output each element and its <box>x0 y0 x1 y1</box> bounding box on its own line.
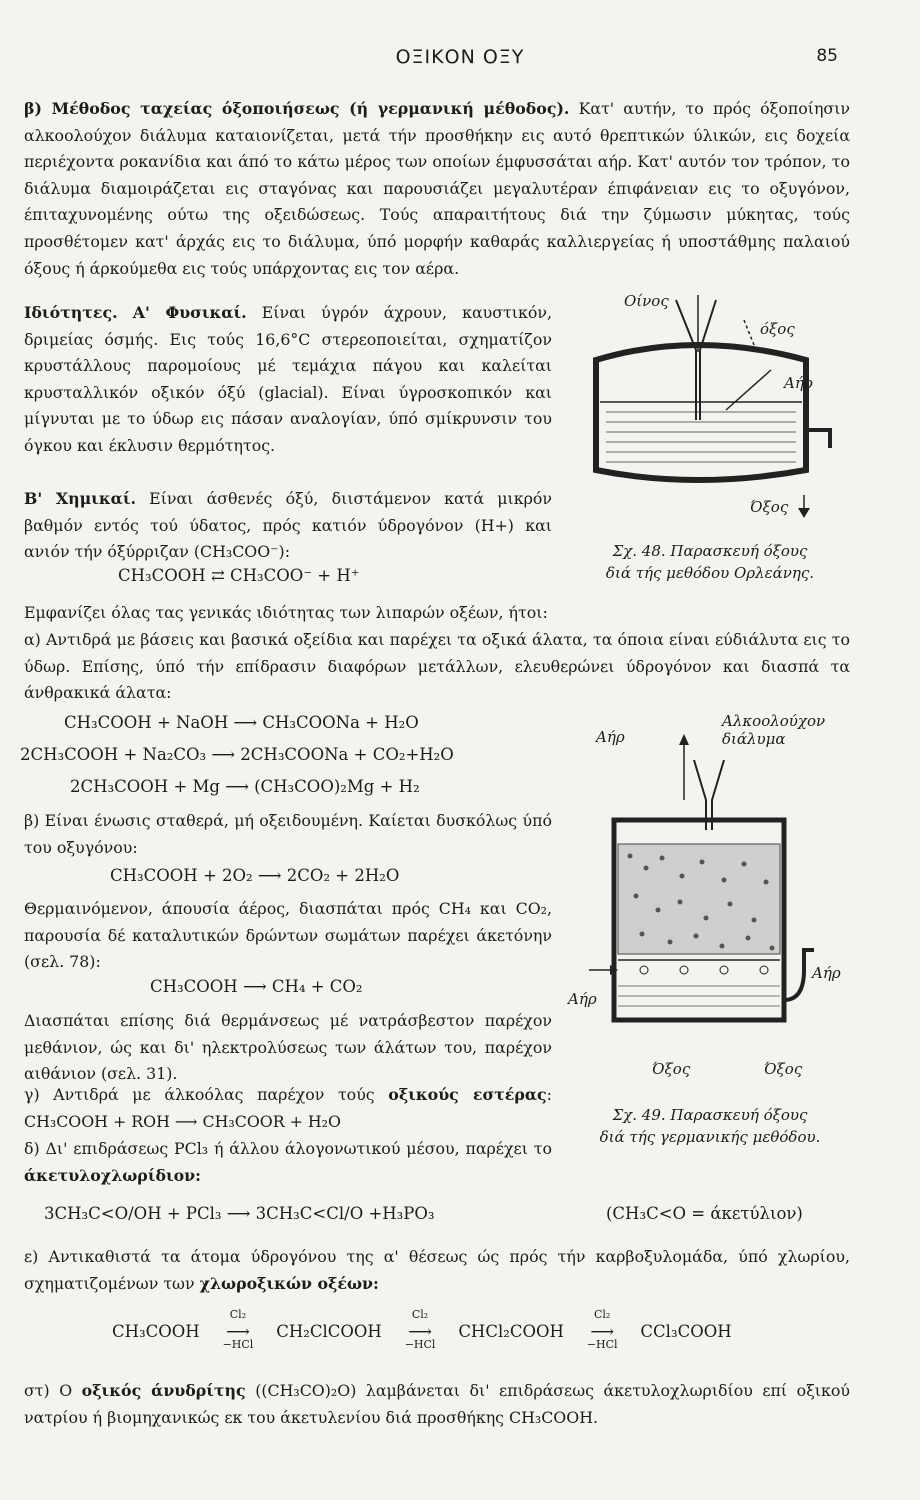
chain-arrow-3: ⟶ Cl₂ −HCl <box>573 1322 631 1341</box>
chain-byproduct-1: −HCl <box>222 1338 254 1351</box>
properties-heading: Ιδιότητες. <box>24 303 118 322</box>
fig48-label-vinegar-top: όξος <box>760 320 795 338</box>
physical-text: Είναι ύγρόν άχρουν, καυστικόν, δριμείας όσμής. Εις τούς 16,6°C στερεοποιείται, σχηματίζον κρυστάλλους παρομοίους μέ τεμάχια πάγου και καλείται κρυσταλλικόν οξικόν όξύ (glacial). Είναι ύγροσκοπικόν και μίγνυται με το ύδωρ εις πάσαν αναλογίαν, ύπό σμίκρυνσιν του όγκου και έκλυσιν θερμότητος. <box>24 303 552 455</box>
chain-reagent-2: Cl₂ <box>411 1308 429 1321</box>
chain-acetic: CH₃COOH <box>112 1322 200 1341</box>
fig49-label-vinegar-left: Όξος <box>652 1060 691 1078</box>
fig49-label-vinegar-right: Όξος <box>764 1060 803 1078</box>
fig49-label-air-right: Αήρ <box>812 964 841 982</box>
heating-paragraph: Θερμαινόμενον, άπουσία άέρος, διασπάται πρός CH₄ και CO₂, παρουσία δέ καταλυτικών δρώντων σωμάτων παρέχει άκετόνην (σελ. 78): <box>24 899 552 972</box>
fig48-label-air: Αήρ <box>784 374 813 392</box>
fig49-label-air-top: Αήρ <box>596 728 625 746</box>
acetyl-chloride-equation: 3CH₃C<O/OH + PCl₃ ⟶ 3CH₃C<Cl/O +H₃PO₃ <box>44 1204 435 1223</box>
fig49-label-air-left: Αήρ <box>568 990 597 1008</box>
chain-arrow-2: ⟶ Cl₂ −HCl <box>391 1322 449 1341</box>
reaction-g-equation: : CH₃COOH + ROH ⟶ CH₃COOR + H₂O <box>24 1085 552 1131</box>
figure-48-caption-line-2: διά τής μεθόδου Ορλεάνης. <box>605 564 815 582</box>
chloroacetic-chain <box>112 1308 732 1351</box>
reaction-g-bold: οξικούς εστέρας <box>388 1085 547 1104</box>
chemical-heading: Β' Χημικαί. <box>24 489 136 508</box>
decomposition-paragraph: Διασπάται επίσης διά θερμάνσεως μέ νατράσβεστον παρέχον μεθάνιον, ώς και δι' ηλεκτρολύσεως των άλάτων του, παρέχον αιθάνιον (σελ. 31). <box>24 1011 552 1084</box>
figure-48-caption <box>580 540 840 584</box>
equation-a1: CH₃COOH + NaOH ⟶ CH₃COONa + H₂O <box>64 713 419 732</box>
reaction-b-paragraph: β) Είναι ένωσις σταθερά, μή οξειδουμένη. Καίεται δυσκόλως ύπό του οξυγόνου: <box>24 811 552 857</box>
reaction-e-text: ε) Αντικαθιστά τα άτομα ύδρογόνου της α' θέσεως ώς πρός τήν καρβοξυλομάδα, ύπό χλωρίου, σχηματιζομένων των <box>24 1247 850 1293</box>
chain-dichloro: CHCl₂COOH <box>458 1322 564 1341</box>
reaction-g-text: γ) Αντιδρά με άλκοόλας παρέχον τούς <box>24 1085 375 1104</box>
reaction-d-text: δ) Δι' επιδράσεως PCl₃ ή άλλου άλογονωτικού μέσου, παρέχει το <box>24 1139 552 1158</box>
reaction-st-text-b: ((CH₃CO)₂O) λαμβάνεται δι' επιδράσεως άκετυλοχλωριδίου επί οξικού νατρίου ή βιομηχανικώς εκ του άκετυλενίου διά προσθήκης CH₃COOH. <box>24 1381 850 1427</box>
fig48-label-wine: Οίνος <box>624 292 669 310</box>
equation-a3: 2CH₃COOH + Mg ⟶ (CH₃COO)₂Mg + H₂ <box>70 777 420 796</box>
method-b-text: Κατ' αυτήν, το πρός όξοποίησιν αλκοολούχον διάλυμα καταιονίζεται, μετά τήν προσθήκην εις αυτό θρεπτικών ύλικών, εις δοχεία περιέχοντα ροκανίδια και άπό το κάτω μέρος των οποίων έμφυσσάται αήρ. Κατ' αυτόν τον τρόπον, το διάλυμα διαμοιράζεται εις σταγόνας και παρουσιάζει μεγαλυτέραν έπιφάνειαν εις το οξυγόνον, έπιταχυνομένης ούτω της οξειδώσεως. Τούς απαραιτήτους διά την ζύμωσιν μύκητας, τούς προσθέτομεν κατ' άρχάς εις το διάλυμα, ύπό μορφήν καθαράς καλλιεργείας ή υποστάθμης παλαιού όξους ή άρκούμεθα εις τούς υπάρχοντας εις τον αέρα. <box>24 99 850 278</box>
equation-a2: 2CH₃COOH + Na₂CO₃ ⟶ 2CH₃COONa + CO₂+H₂O <box>20 745 454 764</box>
reaction-st-bold: οξικός άνυδρίτης <box>81 1381 246 1400</box>
reaction-e-paragraph <box>24 1244 850 1297</box>
figure-48-caption-line-1: Σχ. 48. Παρασκευή όξους <box>612 542 808 560</box>
general-properties-intro: Εμφανίζει όλας τας γενικάς ιδιότητας των λιπαρών οξέων, ήτοι: <box>24 603 548 622</box>
figure-49-caption-line-2: διά τής γερμανικής μεθόδου. <box>599 1128 821 1146</box>
chain-byproduct-2: −HCl <box>404 1338 436 1351</box>
chain-reagent-1: Cl₂ <box>229 1308 247 1321</box>
dissociation-equation: CH₃COOH ⇄ CH₃COO⁻ + H⁺ <box>118 566 360 585</box>
running-header: ΟΞΙΚΟΝ ΟΞΥ <box>395 46 525 68</box>
reaction-g-paragraph <box>24 1082 552 1135</box>
physical-heading: Α' Φυσικαί. <box>132 303 247 322</box>
equation-b1: CH₃COOH + 2O₂ ⟶ 2CO₂ + 2H₂O <box>110 866 400 885</box>
figure-49-caption <box>580 1104 840 1148</box>
reaction-st-paragraph <box>24 1378 850 1431</box>
reaction-d-paragraph <box>24 1136 552 1189</box>
reaction-d-bold: άκετυλοχλωρίδιον: <box>24 1165 201 1185</box>
fig49-label-alcohol: Αλκοολούχον διάλυμα <box>722 712 826 748</box>
chemical-text: Είναι άσθενές όξύ, διιστάμενον κατά μικρόν βαθμόν εντός τού ύδατος, πρός κατιόν ύδρογόνον (H+) και ανιόν τήν όξύρριζαν (CH₃COO⁻): <box>24 489 552 562</box>
acetyl-note: (CH₃C<O = άκετύλιον) <box>606 1204 803 1223</box>
figure-49-german-generator <box>584 720 834 1040</box>
reaction-a-paragraph: α) Αντιδρά με βάσεις και βασικά οξείδια και παρέχει τα οξικά άλατα, τα όποια είναι εύδιάλυτα εις το ύδωρ. Επίσης, ύπό τήν επίδρασιν διαφόρων μετάλλων, ελευθερώνει ύδρογόνον και διασπά τα άνθρακικά άλατα: <box>24 630 850 703</box>
chain-monochloro: CH₂ClCOOH <box>276 1322 382 1341</box>
reaction-st-text-a: στ) Ο <box>24 1381 73 1400</box>
page-number: 85 <box>816 46 838 66</box>
equation-b2: CH₃COOH ⟶ CH₄ + CO₂ <box>150 977 363 996</box>
chemical-properties-paragraph <box>24 486 552 566</box>
fig48-label-vinegar-out: Όξος <box>750 498 789 516</box>
chain-arrow-1: ⟶ Cl₂ −HCl <box>209 1322 267 1341</box>
physical-properties-paragraph <box>24 300 552 460</box>
chain-byproduct-3: −HCl <box>586 1338 618 1351</box>
figure-48-orleans-vessel <box>576 290 856 520</box>
reaction-e-bold: χλωροξικών οξέων: <box>199 1273 379 1293</box>
method-b-heading: β) Μέθοδος ταχείας όξοποιήσεως (ή γερμανική μέθοδος). <box>24 99 570 118</box>
method-b-paragraph <box>24 96 850 282</box>
chain-trichloro: CCl₃COOH <box>640 1322 732 1341</box>
chain-reagent-3: Cl₂ <box>593 1308 611 1321</box>
figure-49-caption-line-1: Σχ. 49. Παρασκευή όξους <box>612 1106 808 1124</box>
